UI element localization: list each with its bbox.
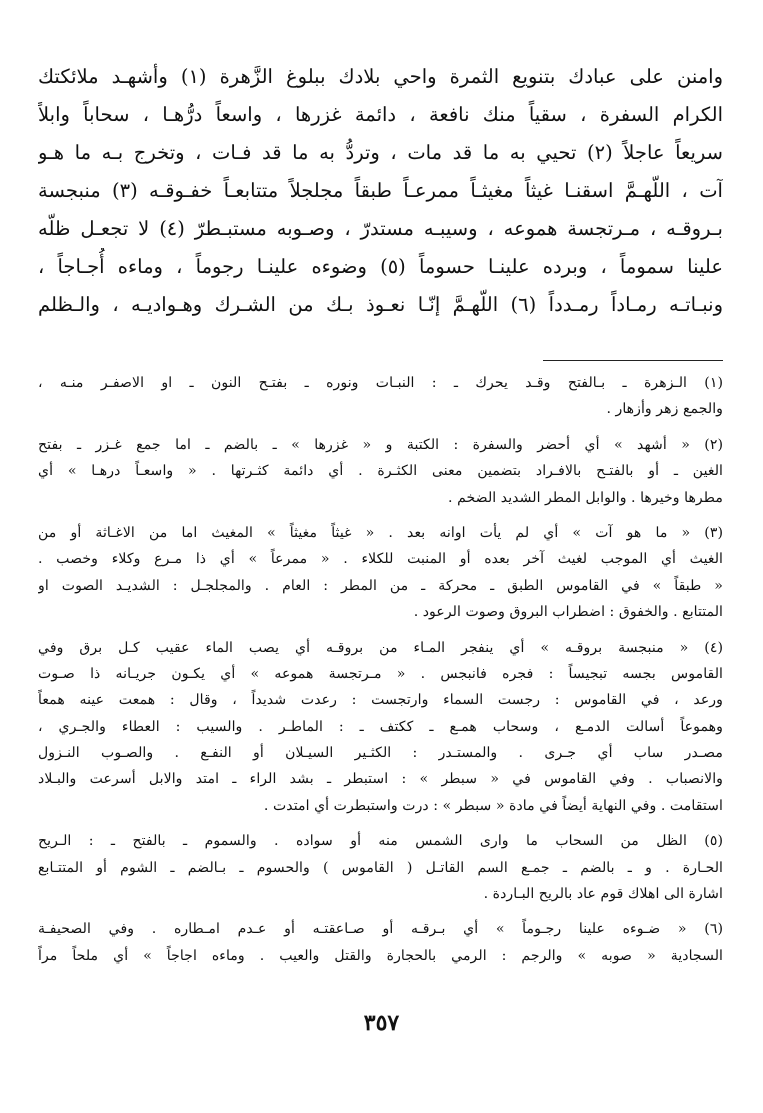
footnotes — [38, 370, 723, 978]
footnote-line: (٣) « ما هو آت » أي لم يأت اوانه بعد . « غيثاً مغيثاً » المغيث اما من الاغـاثة أو من — [38, 524, 723, 541]
footnote-line: والانصباب . وفي القاموس في « سبطر » : استبطر ـ بشد الراء ـ امتد والابل أسرعت والبـلاد — [38, 771, 723, 788]
main-text-line: سريعاً عاجلاً (٢) تحيي به ما قد مات ، وتردُّ به ما قد فـات ، وتخرج بـه ما هـو — [38, 141, 723, 164]
footnote-line: استقامت . وفي النهاية أيضاً في مادة « سبطر » : درت واستبطرت أي امتدت . — [263, 797, 723, 814]
footnote-line: « طبقاً » في القاموس الطبق ـ محركة ـ من المطر : العام . والمجلجـل : الشديـد الصوت او — [38, 577, 723, 594]
main-text-line: الكرام السفرة ، سقياً منك نافعة ، دائمة غزرها ، واسعاً درُّهـا ، سحاباً وابلاً — [38, 103, 723, 126]
footnote-line: المتتابع . والخفوق : اضطراب البروق وصوت الرعود . — [413, 604, 723, 621]
footnote-4 — [38, 635, 723, 820]
footnote-line: اشارة الى اهلاك قوم عاد بالريح البـاردة . — [483, 886, 723, 903]
footnote-line: مطرها وخيرها . والوابل المطر الشديد الضخم . — [448, 489, 723, 506]
footnote-6 — [38, 916, 723, 969]
main-text-line: آت ، اللّهـمَّ اسقنـا غيثاً مغيثـاً ممرعـاً طبقاً مجلجلاً متتابعـاً خفـوقـه (٣) منبجسة — [38, 179, 723, 202]
footnote-line: الحـارة . و ـ بالضم ـ جمـع السم القاتـل ( القاموس ) والحسوم ـ بـالضم ـ الشوم أو المتتـابع — [38, 859, 723, 876]
main-text-line: بـروقـه ، مـرتجسة هموعه ، وسيبـه مستدرّ ، وصـوبه مستبـطرّ (٤) لا تجعـل ظلّه — [38, 217, 723, 240]
footnote-line: ورعد ، في القاموس : رجست السماء وارتجست : رعدت شديداً ، وقال : همعت عينه همعاً — [38, 692, 723, 709]
main-text-line: علينا سموماً ، وبرده علينـا حسوماً (٥) وضوءه علينـا رجوماً ، وماءه أُجـاجاً ، — [38, 255, 723, 278]
footnote-line: (٥) الظل من السحاب ما وارى الشمس منه أو سواده . والسموم ـ بالفتح ـ : الـريح — [38, 833, 723, 850]
footnote-1 — [38, 370, 723, 423]
footnote-line: (١) الـزهرة ـ بـالفتح وقـد يحرك ـ : النبـات ونوره ـ بفتـح النون ـ او الاصفـر منـه ، — [38, 375, 723, 391]
footnote-line: السجادية « صوبه » والرجم : الرمي بالحجارة والقتل والعيب . وماءه اجاجاً » أي ملحاً مراً — [38, 947, 723, 964]
footnote-line: (٦) « ضـوءه علينا رجـوماً » أي بـرقـه أو صـاعقتـه أو عـدم امـطاره . وفي الصحيفـة — [38, 921, 723, 938]
footnote-line: (٢) « أشهد » أي أحضر والسفرة : الكتبة و « غزرها » ـ بالضم ـ اما جمع غـزر ـ بفتح — [38, 436, 723, 453]
main-text — [38, 58, 723, 324]
footnote-separator — [543, 360, 723, 361]
footnote-3 — [38, 520, 723, 626]
footnote-line: والجمع زهر وأزهار . — [606, 401, 723, 418]
footnote-line: مصـدر ساب أي جـرى . والمستـدر : الكثـير السيـلان أو النفـع . والصـوب النـزول — [38, 745, 723, 762]
main-text-line: ونبـاتـه رمـاداً رمـدداً (٦) اللّهـمَّ إنّـا نعـوذ بـك من الشـرك وهـواديـه ، والـظلم — [38, 293, 723, 316]
footnote-line: الغين ـ أو بالفتـح بالافـراد بتضمين معنى الكثـرة . أي دائمة كثـرتها . « واسعـاً درهـا » أي — [38, 463, 723, 480]
footnote-line: الغيث أي الموجب لغيث آخر بعده أو المنبت للكلاء . « ممرعاً » أي ذا مـرع وكلاء وخصب . — [38, 551, 723, 568]
footnote-line: (٤) « منبجسة بروقـه » أي ينفجر المـاء من بروقـه أي يصب الماء عقيب كـل برق وفي — [38, 639, 723, 656]
footnote-2 — [38, 432, 723, 511]
main-text-line: وامنن على عبادك بتنويع الثمرة واحي بلادك ببلوغ الزَّهرة (١) وأشهـد ملائكتك — [38, 65, 723, 88]
footnote-line: وهموعاً أسالت الدمـع ، وسحاب همـع ـ ككتف ـ : الماطـر . والسيب : العطاء والجـري ، — [38, 718, 723, 735]
footnote-5 — [38, 828, 723, 907]
page-number: ٣٥٧ — [363, 1010, 400, 1036]
footnote-line: القاموس بجسه تبجيساً : فجره فانبجس . « مـرتجسة هموعه » أي يكـون جريـانه ذا صـوت — [38, 665, 723, 682]
